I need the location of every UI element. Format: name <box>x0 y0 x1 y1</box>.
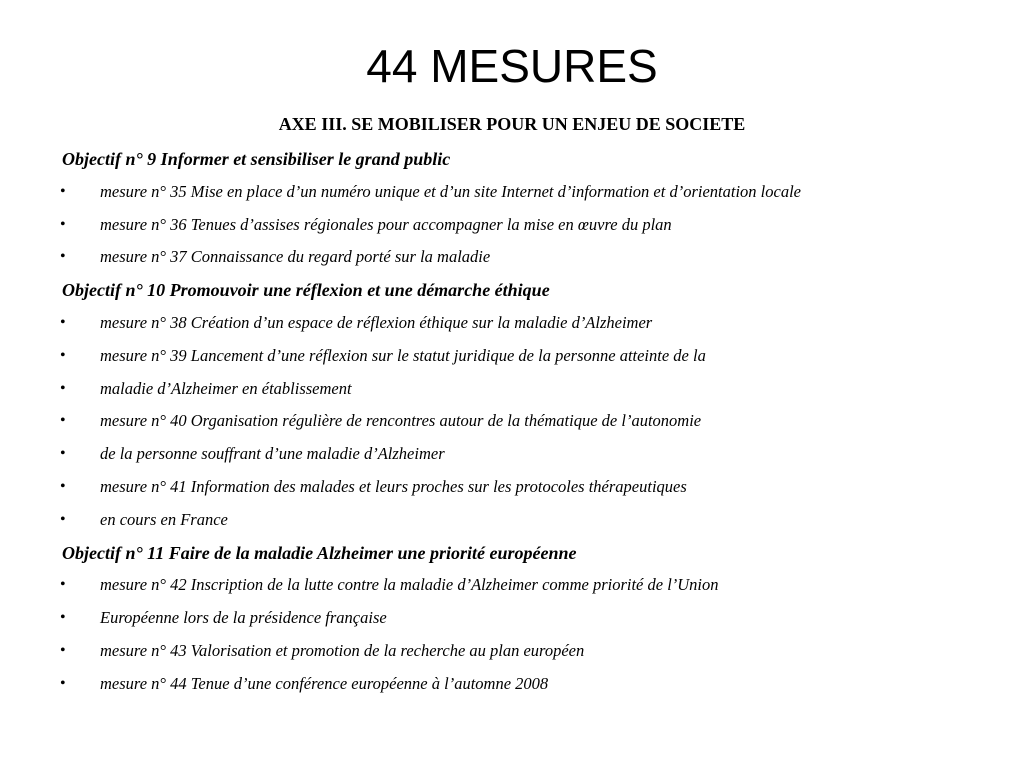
bullet-text: mesure n° 36 Tenues d’assises régionales pour accompagner la mise en œuvre du plan <box>100 214 672 234</box>
bullet-marker: • <box>60 412 66 430</box>
bullet-text: mesure n° 42 Inscription de la lutte contre la maladie d’Alzheimer comme priorité de l’Union <box>100 575 719 595</box>
slide-title: 44 MESURES <box>366 40 658 92</box>
bullet-marker: • <box>60 346 66 364</box>
bullet-item <box>62 471 962 504</box>
objective-text: Objectif n° 10 Promouvoir une réflexion et une démarche éthique <box>62 280 550 301</box>
bullet-item <box>62 405 962 438</box>
bullet-marker: • <box>60 248 66 266</box>
objective-text: Objectif n° 11 Faire de la maladie Alzheimer une priorité européenne <box>62 542 577 563</box>
bullet-text: mesure n° 38 Création d’un espace de réflexion éthique sur la maladie d’Alzheimer <box>100 312 653 332</box>
bullet-text: mesure n° 39 Lancement d’une réflexion sur le statut juridique de la personne atteinte de la <box>100 345 706 365</box>
bullet-item <box>62 668 962 701</box>
bullet-marker: • <box>60 215 66 233</box>
bullet-text: en cours en France <box>100 509 228 529</box>
bullet-marker: • <box>60 510 66 528</box>
bullet-marker: • <box>60 313 66 331</box>
bullet-marker: • <box>60 477 66 495</box>
bullet-item <box>62 504 962 537</box>
bullet-item <box>62 635 962 668</box>
bullet-item <box>62 373 962 406</box>
slide-subtitle: AXE III. SE MOBILISER POUR UN ENJEU DE SOCIETE <box>278 114 746 134</box>
objective-text: Objectif n° 9 Informer et sensibiliser le grand public <box>62 149 451 169</box>
objective-heading <box>62 274 962 307</box>
bullet-text: maladie d’Alzheimer en établissement <box>100 378 352 398</box>
bullet-item <box>62 340 962 373</box>
bullet-item <box>62 602 962 635</box>
objective-heading <box>62 537 962 570</box>
bullet-item <box>62 307 962 340</box>
bullet-marker: • <box>60 609 66 627</box>
bullet-item <box>62 241 962 274</box>
bullet-item <box>62 209 962 242</box>
bullet-text: mesure n° 35 Mise en place d’un numéro unique et d’un site Internet d’information et d’orientation locale <box>100 181 801 201</box>
bullet-item <box>62 438 962 471</box>
bullet-item <box>62 176 962 209</box>
bullet-text: de la personne souffrant d’une maladie d’Alzheimer <box>100 444 445 464</box>
bullet-marker: • <box>60 674 66 692</box>
bullet-item <box>62 569 962 602</box>
bullet-marker: • <box>60 576 66 594</box>
bullet-text: Européenne lors de la présidence française <box>100 608 387 628</box>
bullet-marker: • <box>60 641 66 659</box>
content-body <box>62 143 962 701</box>
bullet-marker: • <box>60 445 66 463</box>
bullet-text: mesure n° 44 Tenue d’une conférence européenne à l’automne 2008 <box>100 673 549 693</box>
bullet-text: mesure n° 40 Organisation régulière de rencontres autour de la thématique de l’autonomie <box>100 411 702 431</box>
bullet-text: mesure n° 41 Information des malades et leurs proches sur les protocoles thérapeutiques <box>100 476 687 496</box>
bullet-marker: • <box>60 182 66 200</box>
bullet-marker: • <box>60 379 66 397</box>
objective-heading <box>62 143 962 176</box>
bullet-text: mesure n° 37 Connaissance du regard porté sur la maladie <box>100 247 491 267</box>
bullet-text: mesure n° 43 Valorisation et promotion de la recherche au plan européen <box>100 640 585 660</box>
